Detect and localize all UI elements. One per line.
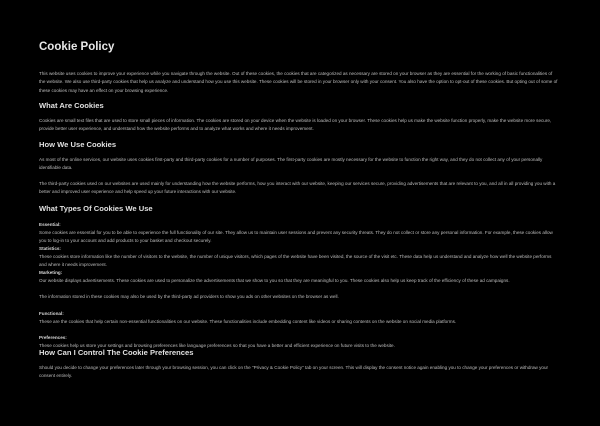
- section-heading-what-are-cookies: What Are Cookies: [39, 101, 104, 110]
- functional-paragraph: These are the cookies that help certain non-essential functionalities on our website. These functionalities include embedding content like videos or sharing contents on the website on social media platforms.: [39, 319, 457, 324]
- preferences-label: Preferences:: [39, 335, 67, 340]
- preferences-paragraph: These cookies help us store your settings and browsing preferences like language preferences so that you have a better and efficient experience on future visits to the website.: [39, 343, 395, 348]
- how-we-use-paragraph-1: As most of the online services, our website uses cookies first-party and third-party cookies for a number of purposes. The first-party cookies are mostly necessary for the website to function the right way, and they do not collect any of your personally identifiable data.: [39, 157, 543, 171]
- marketing-paragraph: Our website displays advertisements. These cookies are used to personalize the advertisements that we show to you so that they are meaningful to you. These cookies also help us keep track of the efficiency of these ad campaigns.: [39, 278, 510, 283]
- intro-paragraph: This website uses cookies to improve your experience while you navigate through the website. Out of these cookies, the cookies that are categorized as necessary are stored on your browser as they are essential for the working of basic functionalities of the website. We also use third-party cookies that help us analyze and understand how you use this website. These cookies will be stored in your browser only with your consent. You also have the option to opt-out of these cookies. But opting out of some of these cookies may have an effect on your browsing experience.: [39, 71, 558, 93]
- control-preferences-paragraph: Should you decide to change your preferences later through your browsing session, you can click on the "Privacy & Cookie Policy" tab on your screen. This will display the consent notice again enabling you to change your preferences or withdraw your consent entirely.: [39, 365, 549, 379]
- section-heading-cookie-types: What Types Of Cookies We Use: [39, 204, 153, 213]
- statistics-label: Statistics:: [39, 246, 61, 251]
- what-are-cookies-paragraph: Cookies are small text files that are used to store small pieces of information. The cookies are stored on your device when the website is loaded on your browser. These cookies help us make the website function properly, make the website more secure, provide better user experience, and understand how the website performs and to analyze what works and where it needs improvement.: [39, 118, 552, 132]
- section-heading-how-we-use-cookies: How We Use Cookies: [39, 140, 117, 149]
- statistics-paragraph: These cookies store information like the number of visitors to the website, the number of unique visitors, which pages of the website have been visited, the source of the visit etc. These data help us understand and analyze how well the website performs and where it needs improvement.: [39, 254, 552, 268]
- page-title: Cookie Policy: [39, 41, 115, 53]
- marketing-label: Marketing:: [39, 270, 63, 275]
- marketing-paragraph-2: The information stored in these cookies may also be used by the third-party ad providers to show you ads on other websites on the browser as well.: [39, 294, 339, 299]
- functional-label: Functional:: [39, 311, 64, 316]
- essential-paragraph: Some cookies are essential for you to be able to experience the full functionality of our site. They allow us to maintain user sessions and prevent any security threats. They do not collect or store any personal information. For example, these cookies allow you to log-in to your account and add products to your basket and checkout securely.: [39, 230, 553, 244]
- section-heading-control-preferences: How Can I Control The Cookie Preferences: [39, 348, 194, 357]
- how-we-use-paragraph-2: The third-party cookies used on our websites are used mainly for understanding how the website performs, how you interact with our website, keeping our services secure, providing advertisements that are relevant to you, and all in all providing you with a better and improved user experience and help speed up your future interactions with our website.: [39, 181, 556, 195]
- essential-label: Essential:: [39, 222, 61, 227]
